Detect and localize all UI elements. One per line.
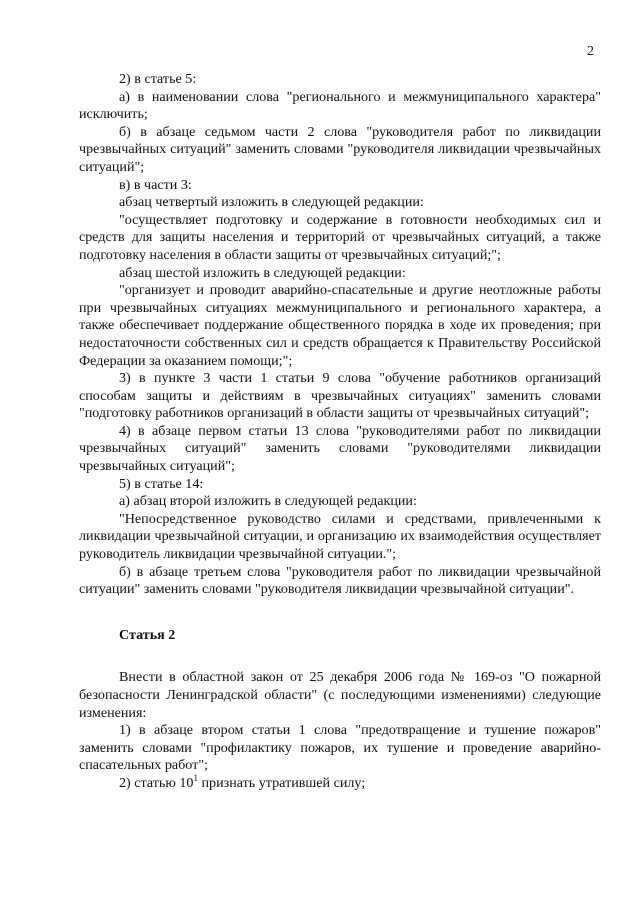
repeal-text-after: признать утратившей силу; bbox=[197, 774, 366, 791]
paragraph: абзац шестой изложить в следующей редакции: bbox=[119, 264, 406, 281]
paragraph: Внести в областной закон от 25 декабря 2006 года № 169-оз "О пожарной безопасности Ленинградской области" (с последующими изменениями) следующие изменения: bbox=[79, 669, 601, 721]
paragraph: "осуществляет подготовку и содержание в готовности необходимых сил и средств для защиты населения и территорий от чрезвычайных ситуаций, а также подготовку населения в области защиты от чрезвычайных ситуаций;"; bbox=[79, 211, 601, 263]
article-superscript: 1 bbox=[193, 772, 198, 783]
article-1-amendments bbox=[79, 71, 601, 599]
paragraph: "организует и проводит аварийно-спасательные и другие неотложные работы при чрезвычайных ситуациях межмуниципального и регионального характера, а также обеспечивает поддержание общественного порядка в ходе их проведения; при недостаточности собственных сил и средств обращается к Правительству Российской Федерации за оказанием помощи;"; bbox=[79, 282, 601, 369]
paragraph: 4) в абзаце первом статьи 13 слова "руководителями работ по ликвидации чрезвычайных ситуаций" заменить словами "руководителями ликвидации чрезвычайных ситуаций"; bbox=[79, 422, 601, 475]
paragraph: "Непосредственное руководство силами и средствами, привлеченными к ликвидации чрезвычайной ситуации, и организацию их взаимодействия осуществляет руководитель ликвидации чрезвычайной ситуации."; bbox=[79, 510, 601, 563]
article-heading: Статья 2 bbox=[119, 626, 176, 643]
document-body bbox=[79, 71, 601, 793]
paragraph: а) в наименовании слова "регионального и межмуниципального характера" исключить; bbox=[79, 88, 601, 123]
paragraph: абзац четвертый изложить в следующей редакции: bbox=[119, 194, 424, 211]
paragraph: б) в абзаце седьмом части 2 слова "руководителя работ по ликвидации чрезвычайных ситуаций" заменить словами "руководителя ликвидации чрезвычайных ситуаций"; bbox=[79, 123, 601, 175]
paragraph: 2) в статье 5: bbox=[119, 71, 197, 87]
repeal-text-before: 2) статью 10 bbox=[119, 774, 194, 791]
page-number: 2 bbox=[587, 44, 594, 59]
paragraph: а) абзац второй изложить в следующей редакции: bbox=[119, 493, 417, 510]
paragraph: 3) в пункте 3 части 1 статьи 9 слова "обучение работников организаций способам защиты и действиям в чрезвычайных ситуациях" заменить словами "подготовку работников организаций в области защиты от чрезвычайных ситуаций"; bbox=[79, 370, 601, 422]
paragraph: 1) в абзаце втором статьи 1 слова "предотвращение и тушение пожаров" заменить словами "профилактику пожаров, их тушение и проведение аварийно-спасательных работ"; bbox=[79, 722, 601, 774]
paragraph: 5) в статье 14: bbox=[119, 475, 204, 492]
paragraph: в) в части 3: bbox=[119, 176, 192, 193]
paragraph-item-2-repeal bbox=[79, 772, 601, 793]
article-2-amendments bbox=[79, 669, 601, 775]
paragraph: б) в абзаце третьем слова "руководителя работ по ликвидации чрезвычайной ситуации" заменить словами "руководителя ликвидации чрезвычайной ситуации". bbox=[79, 563, 601, 598]
